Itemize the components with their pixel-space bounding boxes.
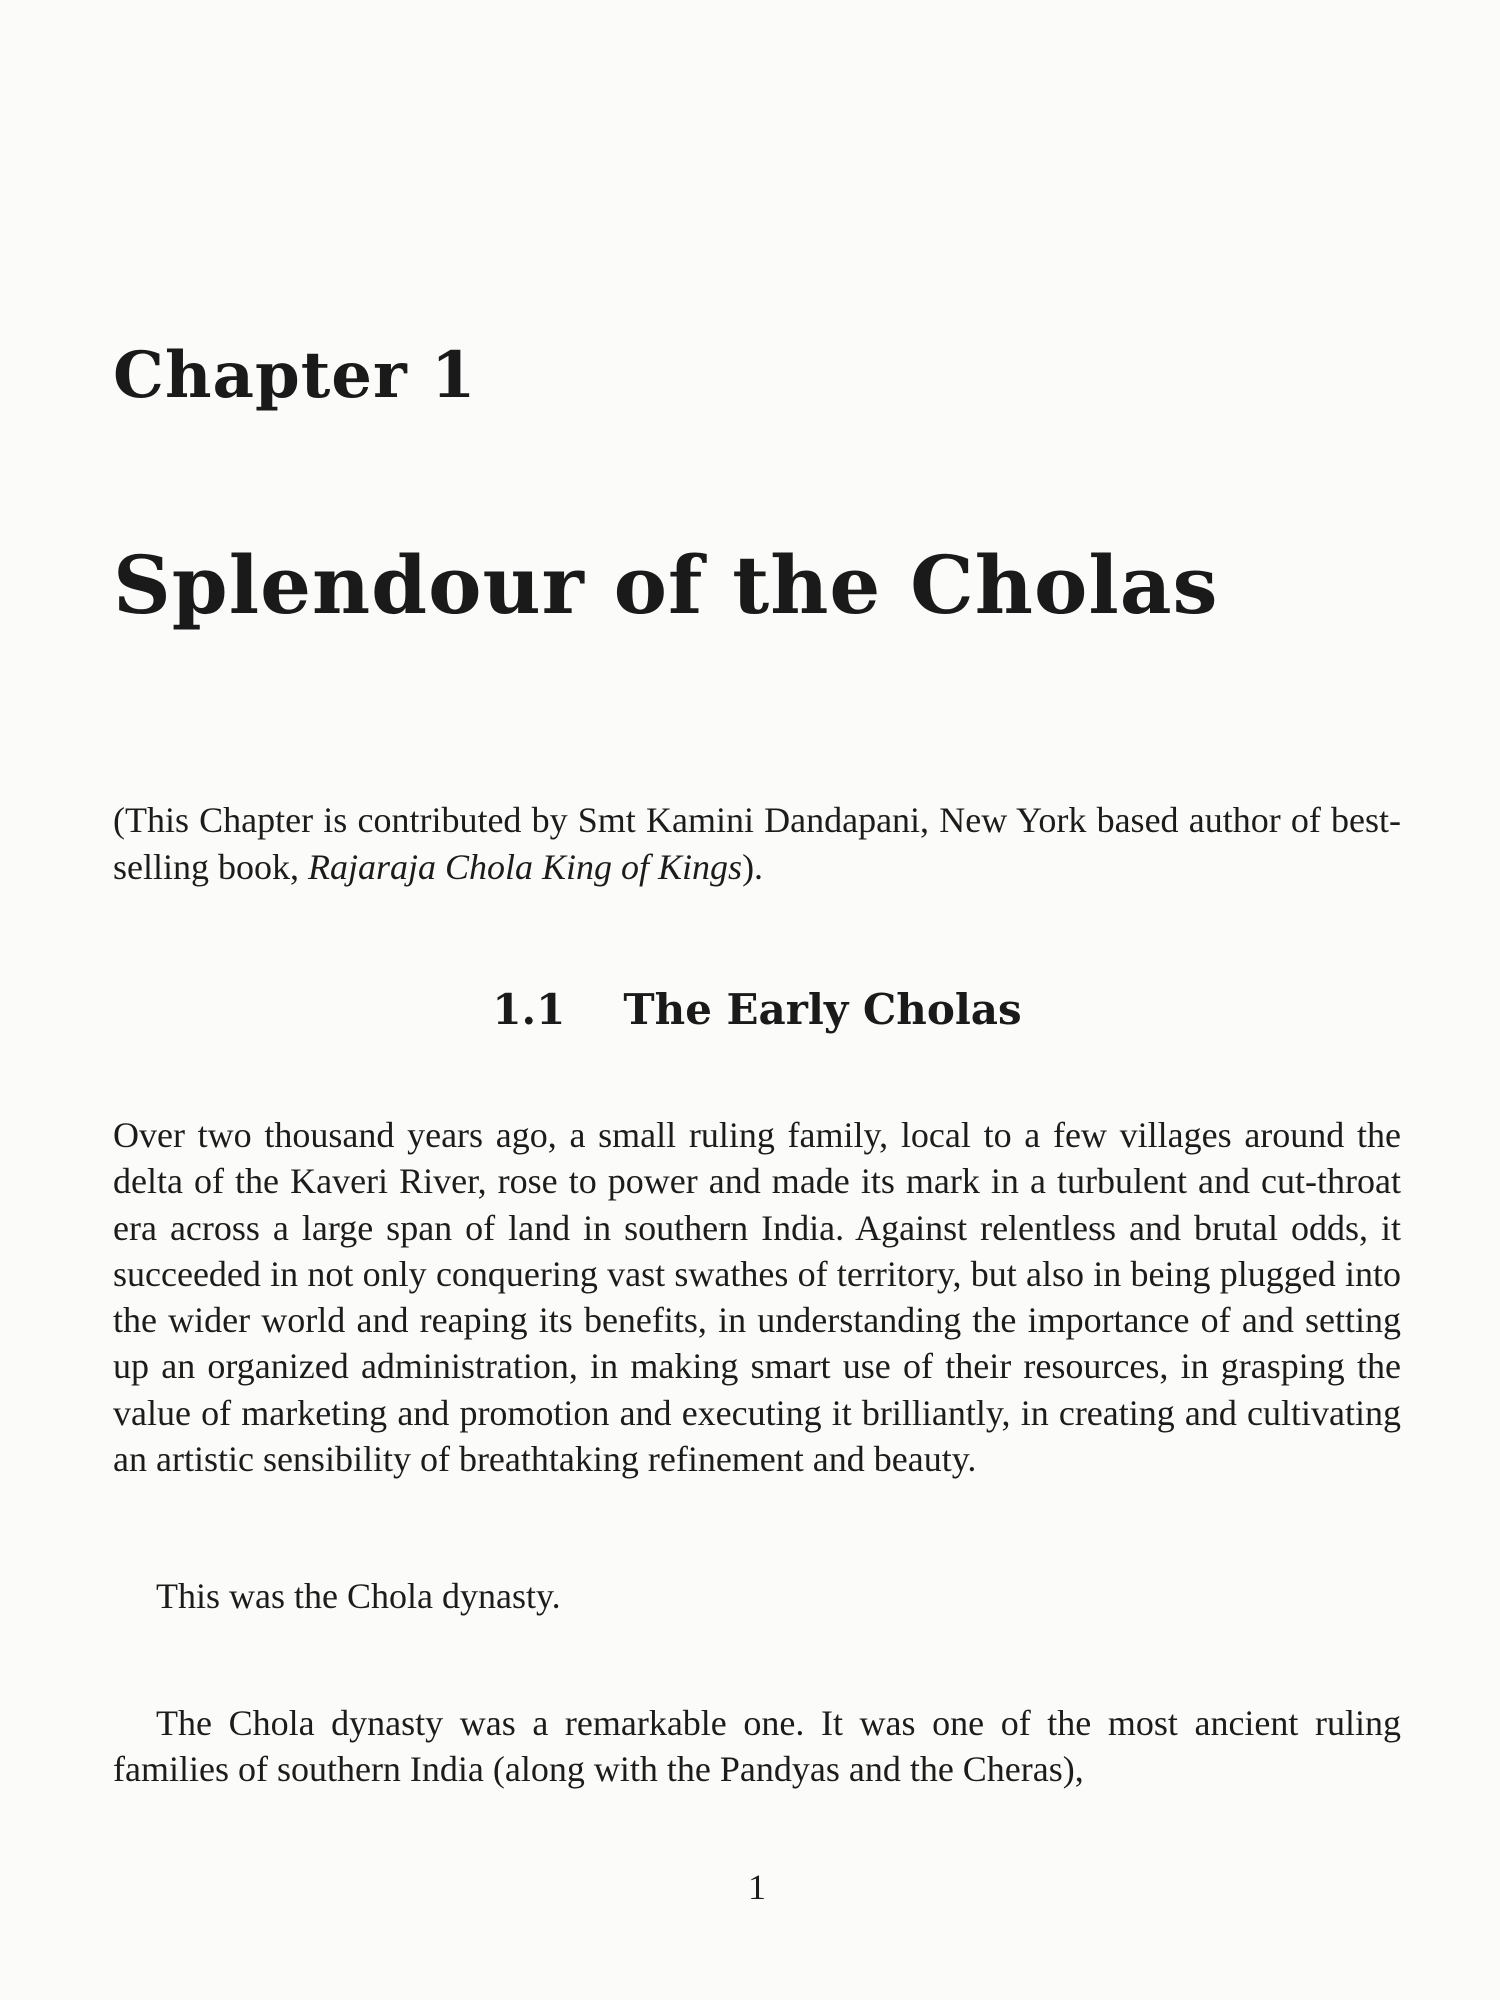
contribution-note — [113, 797, 1401, 891]
book-page — [113, 0, 1401, 2000]
contribution-prefix: (This Chapter is contributed by Smt Kamini Dandapani, New York based author of best-selling book, — [113, 800, 1401, 887]
chapter-title: Splendour of the Cholas — [113, 538, 1219, 632]
paragraph: This was the Chola dynasty. — [156, 1576, 561, 1616]
contribution-suffix: ). — [742, 847, 764, 887]
book-title: Rajaraja Chola King of Kings — [308, 847, 743, 887]
paragraph: The Chola dynasty was a remarkable one. It was one of the most ancient ruling families of southern India (along with the Pandyas and the Cheras), — [113, 1703, 1401, 1790]
paragraph: Over two thousand years ago, a small ruling family, local to a few villages around the delta of the Kaveri River, rose to power and made its mark in a turbulent and cut-throat era across a large span of land in southern India. Against relentless and brutal odds, it succeeded in not only conquering vast swathes of territory, but also in being plugged into the wider world and reaping its benefits, in understanding the importance of and setting up an organized administration, in making smart use of their resources, in grasping the value of marketing and promotion and executing it brilliantly, in creating and cultivating an artistic sensibility of breathtaking refinement and beauty. — [113, 1115, 1401, 1480]
section-title: The Early Cholas — [623, 985, 1022, 1034]
section-heading — [113, 985, 1401, 1034]
chapter-label: Chapter 1 — [113, 338, 477, 413]
section-number: 1.1 — [492, 985, 566, 1034]
page-number: 1 — [748, 1867, 766, 1907]
